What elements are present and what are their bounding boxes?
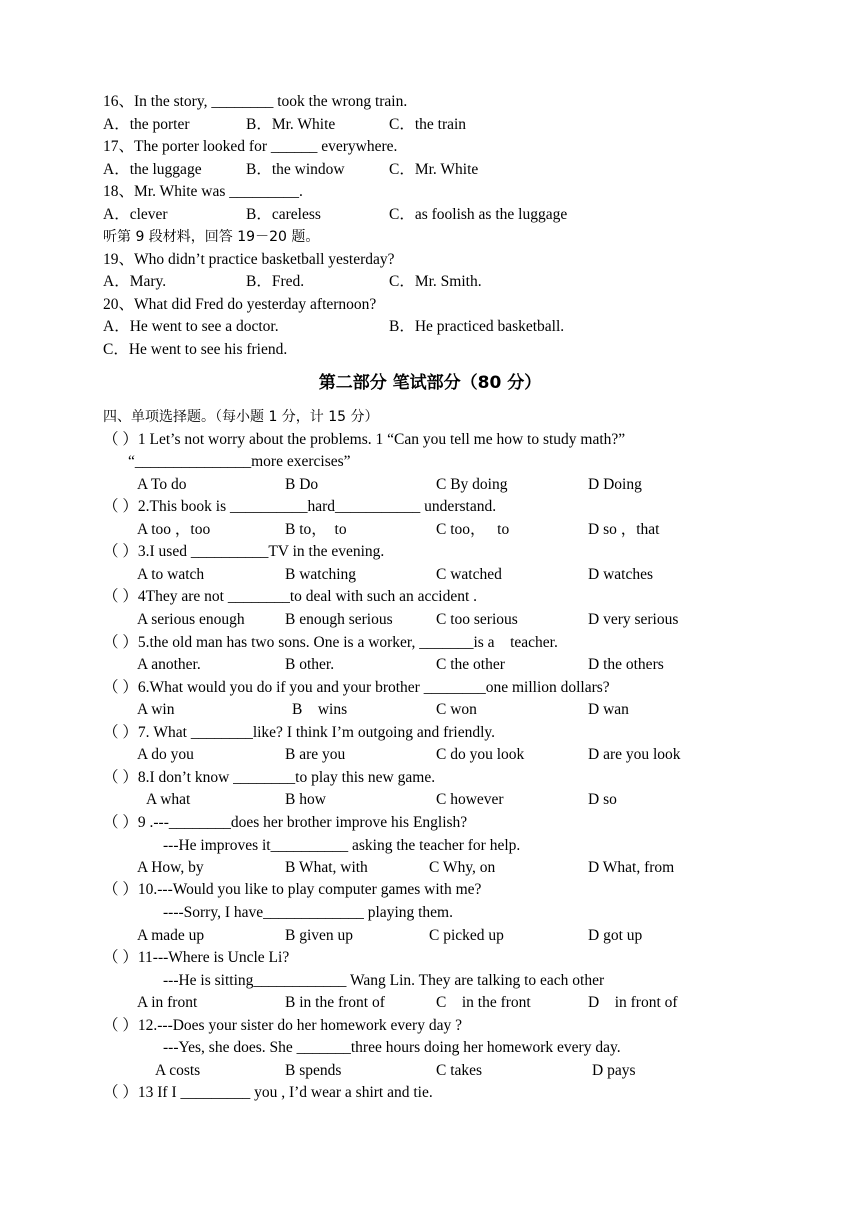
mc4-option-b: B enough serious [285, 611, 393, 628]
mc12-option-b: B spends [285, 1062, 342, 1079]
mc2-option-a: A too ，too [137, 521, 211, 538]
mc-question-4: （ ）4They are not ________to deal with such an accident . [103, 588, 478, 605]
mc-question-2: （ ）2.This book is __________hard___________ understand. [103, 498, 497, 515]
mc2-option-d: D so ，that [588, 521, 660, 538]
part2-title: 第二部分 笔试部分（80 分） [318, 373, 542, 393]
mc6-option-a: A win [137, 701, 175, 718]
mc1-option-d: D Doing [588, 476, 642, 493]
mc5-option-b: B other. [285, 656, 335, 673]
mc8-option-a: A what [146, 791, 191, 808]
mc12-option-a: A costs [155, 1062, 201, 1079]
mc-question-1: （ ）1 Let’s not worry about the problems. 1 “Can you tell me how to study math?” [103, 431, 626, 448]
q17-option-a: A．the luggage [103, 161, 202, 178]
question-19: 19、Who didn’t practice basketball yesterday? [103, 251, 395, 268]
q19-option-a: A．Mary. [103, 273, 167, 290]
mc-question-12: （ ）12.---Does your sister do her homework every day ? [103, 1017, 462, 1034]
q16-option-b: B．Mr. White [246, 116, 336, 133]
mc5-option-c: C the other [436, 656, 505, 673]
section4-title: 四、单项选择题。（每小题 1 分，计 15 分） [103, 409, 379, 425]
mc-question-9-line2: ---He improves it__________ asking the teacher for help. [163, 837, 521, 854]
q17-option-c: C．Mr. White [389, 161, 479, 178]
question-20: 20、What did Fred do yesterday afternoon? [103, 296, 377, 313]
mc9-option-a: A How, by [137, 859, 204, 876]
mc-question-10-line2: ----Sorry, I have_____________ playing them. [163, 904, 453, 921]
q20-option-c: C．He went to see his friend. [103, 341, 288, 358]
q17-option-b: B．the window [246, 161, 345, 178]
q20-option-a: A．He went to see a doctor. [103, 318, 279, 335]
mc-question-9: （ ）9 .---________does her brother improve his English? [103, 814, 468, 831]
mc8-option-b: B how [285, 791, 326, 808]
mc10-option-d: D got up [588, 927, 643, 944]
mc-question-6: （ ）6.What would you do if you and your brother ________one million dollars? [103, 679, 610, 696]
mc6-option-d: D wan [588, 701, 629, 718]
mc5-option-d: D the others [588, 656, 664, 673]
mc-question-12-line2: ---Yes, she does. She _______three hours doing her homework every day. [163, 1039, 621, 1056]
mc12-option-d: D pays [592, 1062, 636, 1079]
mc11-option-b: B in the front of [285, 994, 385, 1011]
q20-option-b: B．He practiced basketball. [389, 318, 565, 335]
mc9-option-c: C Why, on [429, 859, 496, 876]
mc3-option-a: A to watch [137, 566, 205, 583]
mc10-option-a: A made up [137, 927, 205, 944]
mc8-option-d: D so [588, 791, 617, 808]
mc3-option-c: C watched [436, 566, 502, 583]
q18-option-b: B．careless [246, 206, 321, 223]
mc2-option-c: C too， to [436, 521, 510, 538]
q16-option-a: A．the porter [103, 116, 190, 133]
mc3-option-d: D watches [588, 566, 653, 583]
mc10-option-b: B given up [285, 927, 354, 944]
mc-question-1-line2: “_______________more exercises” [128, 453, 351, 470]
listening-intro: 听第 9 段材料，回答 19－20 题。 [103, 229, 320, 245]
mc1-option-b: B Do [285, 476, 319, 493]
mc-question-13: （ ）13 If I _________ you , I’d wear a shirt and tie. [103, 1084, 433, 1101]
mc6-option-b: B wins [292, 701, 348, 718]
mc9-option-b: B What, with [285, 859, 368, 876]
mc8-option-c: C however [436, 791, 504, 808]
mc10-option-c: C picked up [429, 927, 504, 944]
mc12-option-c: C takes [436, 1062, 483, 1079]
mc7-option-c: C do you look [436, 746, 525, 763]
mc-question-10: （ ）10.---Would you like to play computer games with me? [103, 881, 482, 898]
mc3-option-b: B watching [285, 566, 357, 583]
mc7-option-b: B are you [285, 746, 346, 763]
mc11-option-a: A in front [137, 994, 198, 1011]
mc4-option-a: A serious enough [137, 611, 245, 628]
mc-question-7: （ ）7. What ________like? I think I’m outgoing and friendly. [103, 724, 496, 741]
mc1-option-a: A To do [137, 476, 187, 493]
q16-option-c: C．the train [389, 116, 467, 133]
mc-question-11-line2: ---He is sitting____________ Wang Lin. They are talking to each other [163, 972, 605, 989]
question-16: 16、In the story, ________ took the wrong train. [103, 93, 408, 110]
mc4-option-d: D very serious [588, 611, 679, 628]
q19-option-c: C．Mr. Smith. [389, 273, 482, 290]
mc-question-11: （ ）11---Where is Uncle Li? [103, 949, 290, 966]
mc1-option-c: C By doing [436, 476, 508, 493]
mc11-option-c: C in the front [436, 994, 531, 1011]
mc11-option-d: D in front of [588, 994, 678, 1011]
q18-option-c: C．as foolish as the luggage [389, 206, 568, 223]
mc6-option-c: C won [436, 701, 477, 718]
mc4-option-c: C too serious [436, 611, 518, 628]
mc-question-8: （ ）8.I don’t know ________to play this new game. [103, 769, 436, 786]
mc7-option-d: D are you look [588, 746, 681, 763]
q18-option-a: A．clever [103, 206, 168, 223]
question-17: 17、The porter looked for ______ everywhere. [103, 138, 398, 155]
mc9-option-d: D What, from [588, 859, 675, 876]
mc5-option-a: A another. [137, 656, 201, 673]
mc2-option-b: B to， to [285, 521, 347, 538]
question-18: 18、Mr. White was _________. [103, 183, 303, 200]
mc7-option-a: A do you [137, 746, 194, 763]
q19-option-b: B．Fred. [246, 273, 305, 290]
mc-question-3: （ ）3.I used __________TV in the evening. [103, 543, 385, 560]
mc-question-5: （ ）5.the old man has two sons. One is a worker, _______is a teacher. [103, 634, 558, 651]
